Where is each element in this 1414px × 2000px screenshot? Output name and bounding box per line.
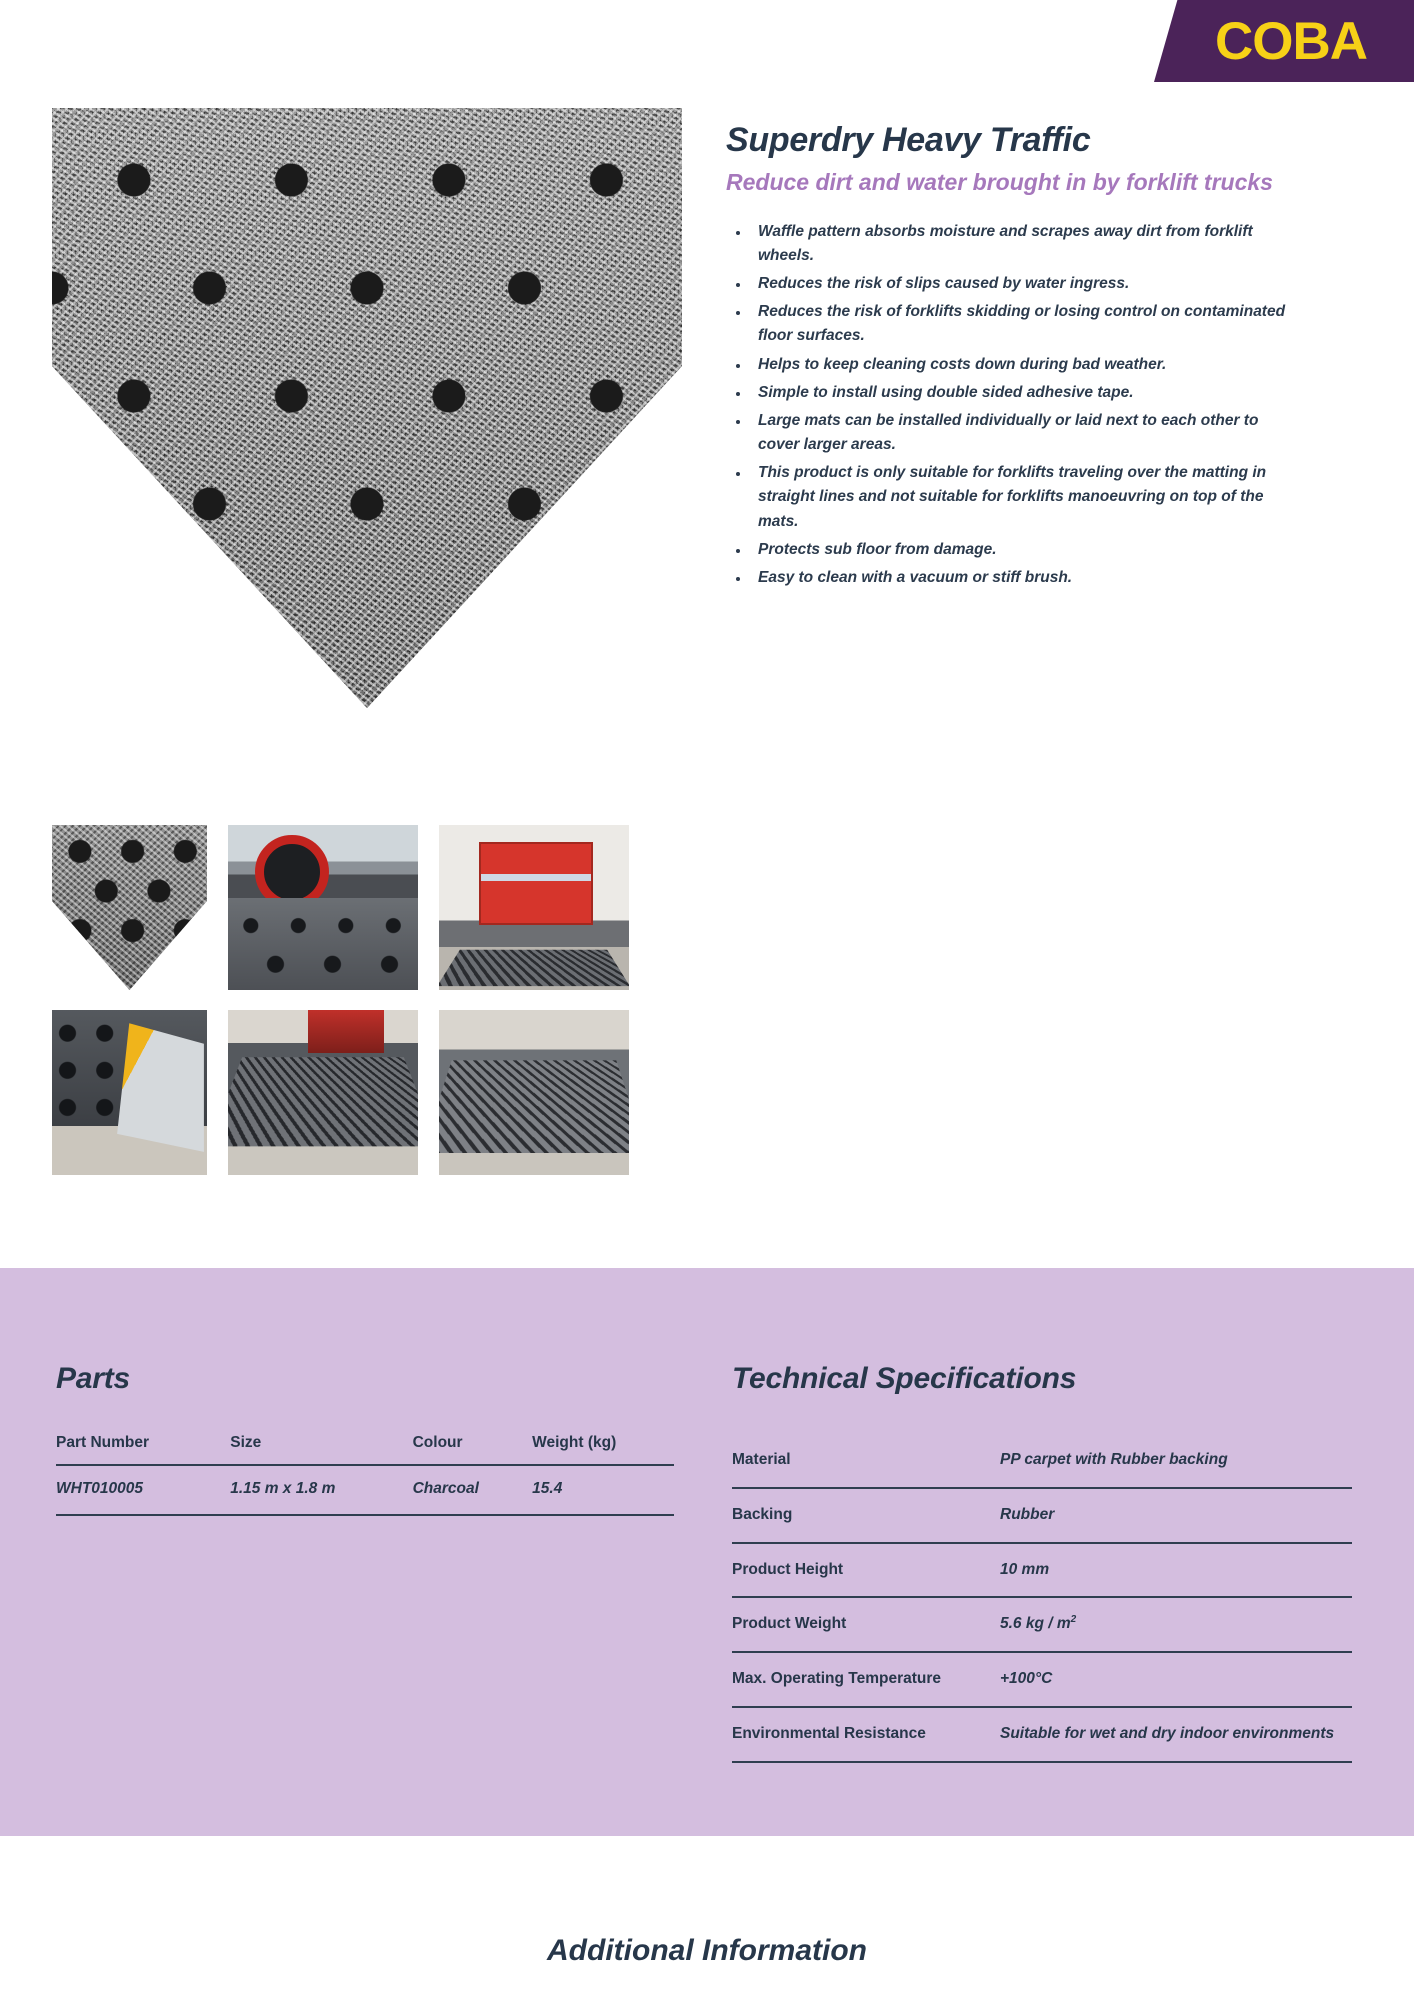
table-row (56, 1465, 674, 1515)
feature-item: Helps to keep cleaning costs down during bad weather. (726, 353, 1301, 377)
spec-label-backing: Backing (732, 1505, 793, 1523)
parts-heading: Parts (56, 1362, 131, 1395)
parts-section (56, 1362, 676, 1516)
parts-column-weight: Weight (kg) (532, 1434, 617, 1451)
table-row (732, 1488, 1352, 1543)
spec-label-product-height: Product Height (732, 1560, 844, 1578)
gallery-thumb-warehouse-shutter-door[interactable] (439, 825, 629, 990)
parts-cell-part-number: WHT010005 (56, 1480, 144, 1497)
gallery-thumb-waffle-mat-corner[interactable] (52, 825, 207, 990)
parts-cell-weight: 15.4 (532, 1480, 563, 1497)
waffle-mat-diamond-image (52, 108, 682, 708)
table-row (732, 1707, 1352, 1762)
spec-value-product-weight-text: 5.6 kg / m (1000, 1615, 1071, 1633)
spec-value-max-operating-temperature: +100°C (1000, 1670, 1053, 1688)
parts-column-part-number: Part Number (56, 1434, 150, 1451)
parts-table-header-row (56, 1434, 674, 1465)
gallery-row (52, 1010, 692, 1175)
table-row (732, 1434, 1352, 1488)
table-row (732, 1543, 1352, 1598)
parts-cell-size: 1.15 m x 1.8 m (230, 1480, 336, 1497)
spec-value-product-weight (1000, 1597, 1352, 1652)
table-row (732, 1597, 1352, 1652)
additional-information-heading: Additional Information (547, 1934, 867, 1967)
feature-item: Waffle pattern absorbs moisture and scrapes away dirt from forklift wheels. (726, 220, 1301, 268)
technical-specifications-section (732, 1362, 1362, 1763)
specifications-heading: Technical Specifications (732, 1362, 1077, 1395)
spec-value-superscript: 2 (1070, 1614, 1077, 1626)
feature-item: Simple to install using double sided adhesive tape. (726, 381, 1301, 405)
gallery-thumb-forklift-on-mat[interactable] (228, 1010, 418, 1175)
product-gallery (52, 825, 692, 1195)
feature-item: Reduces the risk of forklifts skidding or losing control on contaminated floor surfaces. (726, 300, 1301, 348)
specifications-band (0, 1268, 1414, 1836)
feature-item: Reduces the risk of slips caused by water ingress. (726, 272, 1301, 296)
gallery-row (52, 825, 692, 990)
parts-column-size: Size (230, 1434, 262, 1451)
page-title: Superdry Heavy Traffic (726, 121, 1091, 159)
hero-copy (726, 120, 1326, 594)
hero-product-image (52, 108, 682, 708)
specifications-table (732, 1434, 1352, 1763)
feature-item: Protects sub floor from damage. (726, 538, 1301, 562)
spec-value-environmental-resistance: Suitable for wet and dry indoor environments (1000, 1725, 1335, 1743)
spec-value-product-height: 10 mm (1000, 1560, 1050, 1578)
product-subtitle: Reduce dirt and water brought in by forklift trucks (726, 169, 1273, 196)
gallery-thumb-hand-trolley-on-mat[interactable] (228, 825, 418, 990)
feature-item: This product is only suitable for forklifts traveling over the matting in straight lines and not suitable for forklifts manoeuvring on top of the mats. (726, 461, 1301, 534)
feature-list (726, 220, 1326, 590)
gallery-thumb-pallet-truck-on-mat[interactable] (52, 1010, 207, 1175)
table-row (732, 1652, 1352, 1707)
spec-value-material: PP carpet with Rubber backing (1000, 1451, 1228, 1469)
spec-value-backing: Rubber (1000, 1505, 1055, 1523)
feature-item: Easy to clean with a vacuum or stiff brush. (726, 566, 1301, 590)
coba-logo (1154, 0, 1414, 82)
spec-label-max-operating-temperature: Max. Operating Temperature (732, 1670, 942, 1688)
spec-label-environmental-resistance: Environmental Resistance (732, 1724, 926, 1742)
spec-label-material: Material (732, 1451, 791, 1468)
parts-table (56, 1434, 674, 1516)
feature-item: Large mats can be installed individually or laid next to each other to cover larger areas. (726, 409, 1301, 457)
parts-column-colour: Colour (412, 1434, 463, 1451)
parts-cell-colour: Charcoal (412, 1480, 479, 1497)
gallery-thumb-mat-edge-doorway[interactable] (439, 1010, 629, 1175)
logo-wordmark: COBA (1214, 11, 1368, 71)
spec-label-product-weight: Product Weight (732, 1615, 847, 1633)
